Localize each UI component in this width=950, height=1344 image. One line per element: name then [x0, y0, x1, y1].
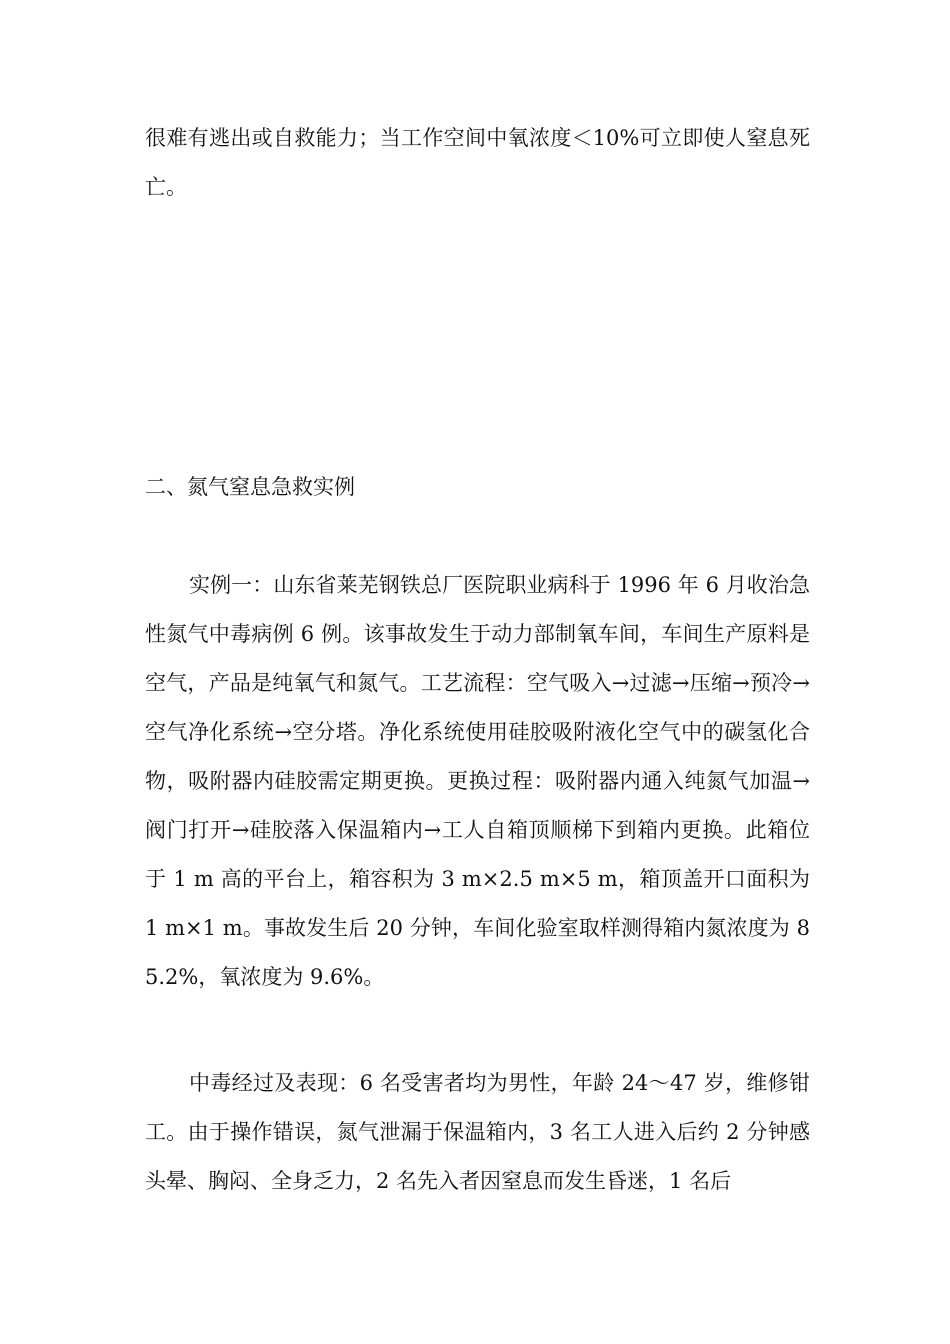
section-heading: 二、氮气窒息急救实例: [145, 475, 355, 499]
paragraph-case-one: 实例一：山东省莱芜钢铁总厂医院职业病科于 1996 年 6 月收治急性氮气中毒病例 6 例。该事故发生于动力部制氧车间，车间生产原料是空气，产品是纯氧气和氮气。工艺流程：空气吸入→过滤→压缩→预冷→空气净化系统→空分塔。净化系统使用硅胶吸附液化空气中的碳氢化合物，吸附器内硅胶需定期更换。更换过程：吸附器内通入纯氮气加温→阀门打开→硅胶落入保温箱内→工人自箱顶顺梯下到箱内更换。此箱位于 1 m 高的平台上，箱容积为 3 m×2.5 m×5 m，箱顶盖开口面积为 1 m×1 m。事故发生后 20 分钟，车间化验室取样测得箱内氮浓度为 85.2%，氧浓度为 9.6%。: [145, 573, 810, 989]
paragraph-poisoning-process: 中毒经过及表现：6 名受害者均为男性，年龄 24～47 岁，维修钳工。由于操作错误，氮气泄漏于保温箱内，3 名工人进入后约 2 分钟感头晕、胸闷、全身乏力，2 名先入者因窒息而发生昏迷，1 名后: [145, 1071, 810, 1193]
paragraph-intro-tail: 很难有逃出或自救能力；当工作空间中氧浓度＜10%可立即使人窒息死亡。: [145, 126, 810, 199]
